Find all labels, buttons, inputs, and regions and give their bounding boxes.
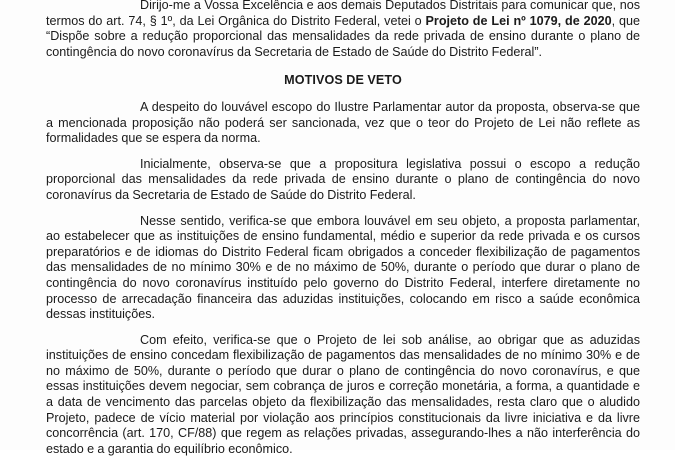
paragraph-com-efeito: Com efeito, verifica-se que o Projeto de lei sob análise, ao obrigar que as aduzidas instituições de ensino concedam flexibilização de pagamentos das mensalidades de no mínimo 30% e de no máximo de 50%, durante o período que durar o plano de contingência do novo coronavírus, e que essas instituições devem negociar, sem cobrança de juros e correção monetária, a forma, a quantidade e a data de vencimento das parcelas objeto da flexibilização das mensalidades, resta claro que o aludido Projeto, padece de vício material por violação aos princípios constitucionais da livre iniciativa e da livre concorrência (art. 170, CF/88) que regem as relações privadas, assegurando-lhes a não interferência do estado e a garantia do equilíbrio econômico. (46, 332, 640, 456)
paragraph-escopo: A despeito do louvável escopo do Ilustre Parlamentar autor da proposta, observa-se que a mencionada proposição não poderá ser sancionada, vez que o teor do Projeto de Lei não reflete as formalidades que se espera da norma. (46, 99, 640, 146)
intro-paragraph (46, 0, 640, 60)
paragraph-nesse-sentido: Nesse sentido, verifica-se que embora louvável em seu objeto, a proposta parlamentar, ao estabelecer que as instituições de ensino fundamental, médio e superior da rede privada e os cursos preparatórios e de idiomas do Distrito Federal ficam obrigados a conceder flexibilização de pagamentos das mensalidades de no mínimo 30% e de no máximo de 50%, durante o período que durar o plano de contingência do novo coronavírus instituído pelo governo do Distrito Federal, interfere diretamente no processo de arrecadação financeira das aduzidas instituições, colocando em risco a saúde econômica dessas instituições. (46, 213, 640, 322)
veto-document (46, 0, 640, 467)
bill-reference: Projeto de Lei nº 1079, de 2020 (425, 13, 612, 28)
paragraph-inicialmente: Inicialmente, observa-se que a propositura legislativa possui o escopo a redução proporcional das mensalidades da rede privada de ensino durante o plano de contingência do novo coronavírus da Secretaria de Estado de Saúde do Distrito Federal. (46, 156, 640, 202)
intro-text-end: , que “Dispõe sobre a redução proporcional das mensalidades da rede privada de ensino durante o plano de contingência do novo coronavírus da Secretaria de Estado de Saúde do Distrito Federal”. (46, 13, 640, 59)
section-heading: MOTIVOS DE VETO (284, 73, 402, 88)
intro-text-start: Dirijo-me a Vossa Excelência e aos demais Deputados Distritais para comunicar que, nos termos do art. 74, § 1º, da Lei Orgânica do Distrito Federal, vetei o (46, 0, 640, 28)
